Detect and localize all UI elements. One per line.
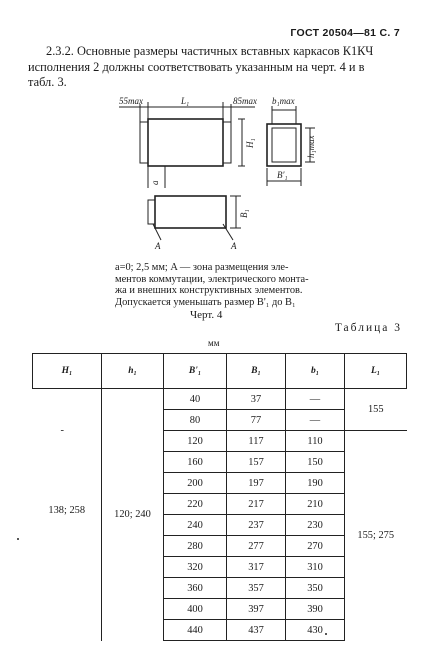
cell-b1: 217 [227, 494, 286, 515]
cell-b1p: 400 [164, 599, 227, 620]
header-l1: L₁ [345, 354, 407, 389]
caption-line-4: Допускается уменьшать размер B'₁ до B₁ [115, 296, 296, 308]
label-b1-prime: B'₁ [277, 170, 288, 180]
cell-b1-small: — [286, 410, 345, 431]
cell-b1p: 120 [164, 431, 227, 452]
header-b1-small: b₁ [286, 354, 345, 389]
label-h1-big: H₁ [245, 138, 255, 148]
cell-b1: 157 [227, 452, 286, 473]
frame-lip-bottom [148, 200, 155, 224]
cell-b1: 237 [227, 515, 286, 536]
label-a-zone-right: A [231, 241, 237, 251]
cell-b1: 277 [227, 536, 286, 557]
cell-b1p: 40 [164, 389, 227, 410]
cell-h1-value: 138; 258 [48, 505, 86, 516]
cell-b1: 197 [227, 473, 286, 494]
label-55max: 55max [119, 96, 143, 106]
cell-b1p: 220 [164, 494, 227, 515]
cell-b1-small: 350 [286, 578, 345, 599]
table-header-row [33, 354, 407, 389]
technical-drawing [105, 92, 320, 260]
frame-body-top [148, 119, 223, 166]
cell-b1: 317 [227, 557, 286, 578]
scan-speck [17, 538, 19, 540]
header-b1-prime: B'₁ [164, 354, 227, 389]
label-l1: L₁ [181, 96, 190, 106]
cell-b1-small: 110 [286, 431, 345, 452]
cell-b1p: 160 [164, 452, 227, 473]
scan-speck [325, 633, 327, 635]
cell-b1-small: 190 [286, 473, 345, 494]
cell-b1p: 360 [164, 578, 227, 599]
label-a: a [150, 180, 160, 185]
figure-caption [115, 262, 343, 308]
cell-l1-top: 155 [345, 389, 407, 431]
cell-b1: 37 [227, 389, 286, 410]
cell-b1-small: 390 [286, 599, 345, 620]
cell-b1p: 200 [164, 473, 227, 494]
paragraph-line-1: 2.3.2. Основные размеры частичных вставных каркасов К1КЧ [46, 44, 374, 58]
cell-b1-small: 430 [286, 620, 345, 641]
cell-b1: 437 [227, 620, 286, 641]
table-row [33, 389, 407, 410]
label-a-zone-left: A [155, 241, 161, 251]
cell-b1p: 80 [164, 410, 227, 431]
units-label: мм [208, 338, 220, 348]
cell-h1-dash: - [60, 425, 64, 436]
drawing-title: Черт. 4 [190, 309, 223, 321]
cell-b1-small: — [286, 389, 345, 410]
cell-b1-small: 150 [286, 452, 345, 473]
cell-b1-small: 310 [286, 557, 345, 578]
cell-b1p: 440 [164, 620, 227, 641]
label-b1max: b₁max [272, 96, 295, 106]
cell-b1: 357 [227, 578, 286, 599]
cell-b1-small: 210 [286, 494, 345, 515]
cell-b1p: 320 [164, 557, 227, 578]
cell-h1-small-value: 120; 240 [102, 389, 164, 641]
document-header: ГОСТ 20504—81 С. 7 [290, 27, 400, 39]
frame-body-bottom [155, 196, 226, 228]
cell-l1-rest: 155; 275 [345, 431, 407, 641]
cell-b1-small: 270 [286, 536, 345, 557]
cell-b1: 397 [227, 599, 286, 620]
paragraph-line-2: исполнения 2 должны соответствовать указанным на черт. 4 и в [28, 59, 365, 74]
label-h1max: h₁max [306, 135, 316, 158]
label-b1: B₁ [239, 209, 249, 218]
label-85max: 85max [233, 96, 257, 106]
cell-b1-small: 230 [286, 515, 345, 536]
frame-end-inner [272, 128, 296, 162]
dimensions-table [32, 353, 407, 641]
cell-b1: 117 [227, 431, 286, 452]
cell-h1-group [33, 389, 102, 641]
cell-b1: 77 [227, 410, 286, 431]
section-paragraph [28, 44, 413, 91]
frame-back-top [223, 122, 231, 163]
header-h1-big: H₁ [33, 354, 102, 389]
cell-b1p: 240 [164, 515, 227, 536]
frame-lip-top [140, 122, 148, 163]
header-b1-big: B₁ [227, 354, 286, 389]
caption-line-3: жа и внешних конструктивных элементов. [115, 285, 303, 296]
table-title: Таблица 3 [334, 322, 402, 334]
caption-line-2: ментов коммутации, электрического монта- [115, 273, 309, 285]
caption-line-1: a=0; 2,5 мм; A — зона размещения эле- [115, 262, 289, 273]
cell-b1p: 280 [164, 536, 227, 557]
paragraph-line-3: табл. 3. [28, 75, 67, 89]
header-h1-small: h₁ [102, 354, 164, 389]
